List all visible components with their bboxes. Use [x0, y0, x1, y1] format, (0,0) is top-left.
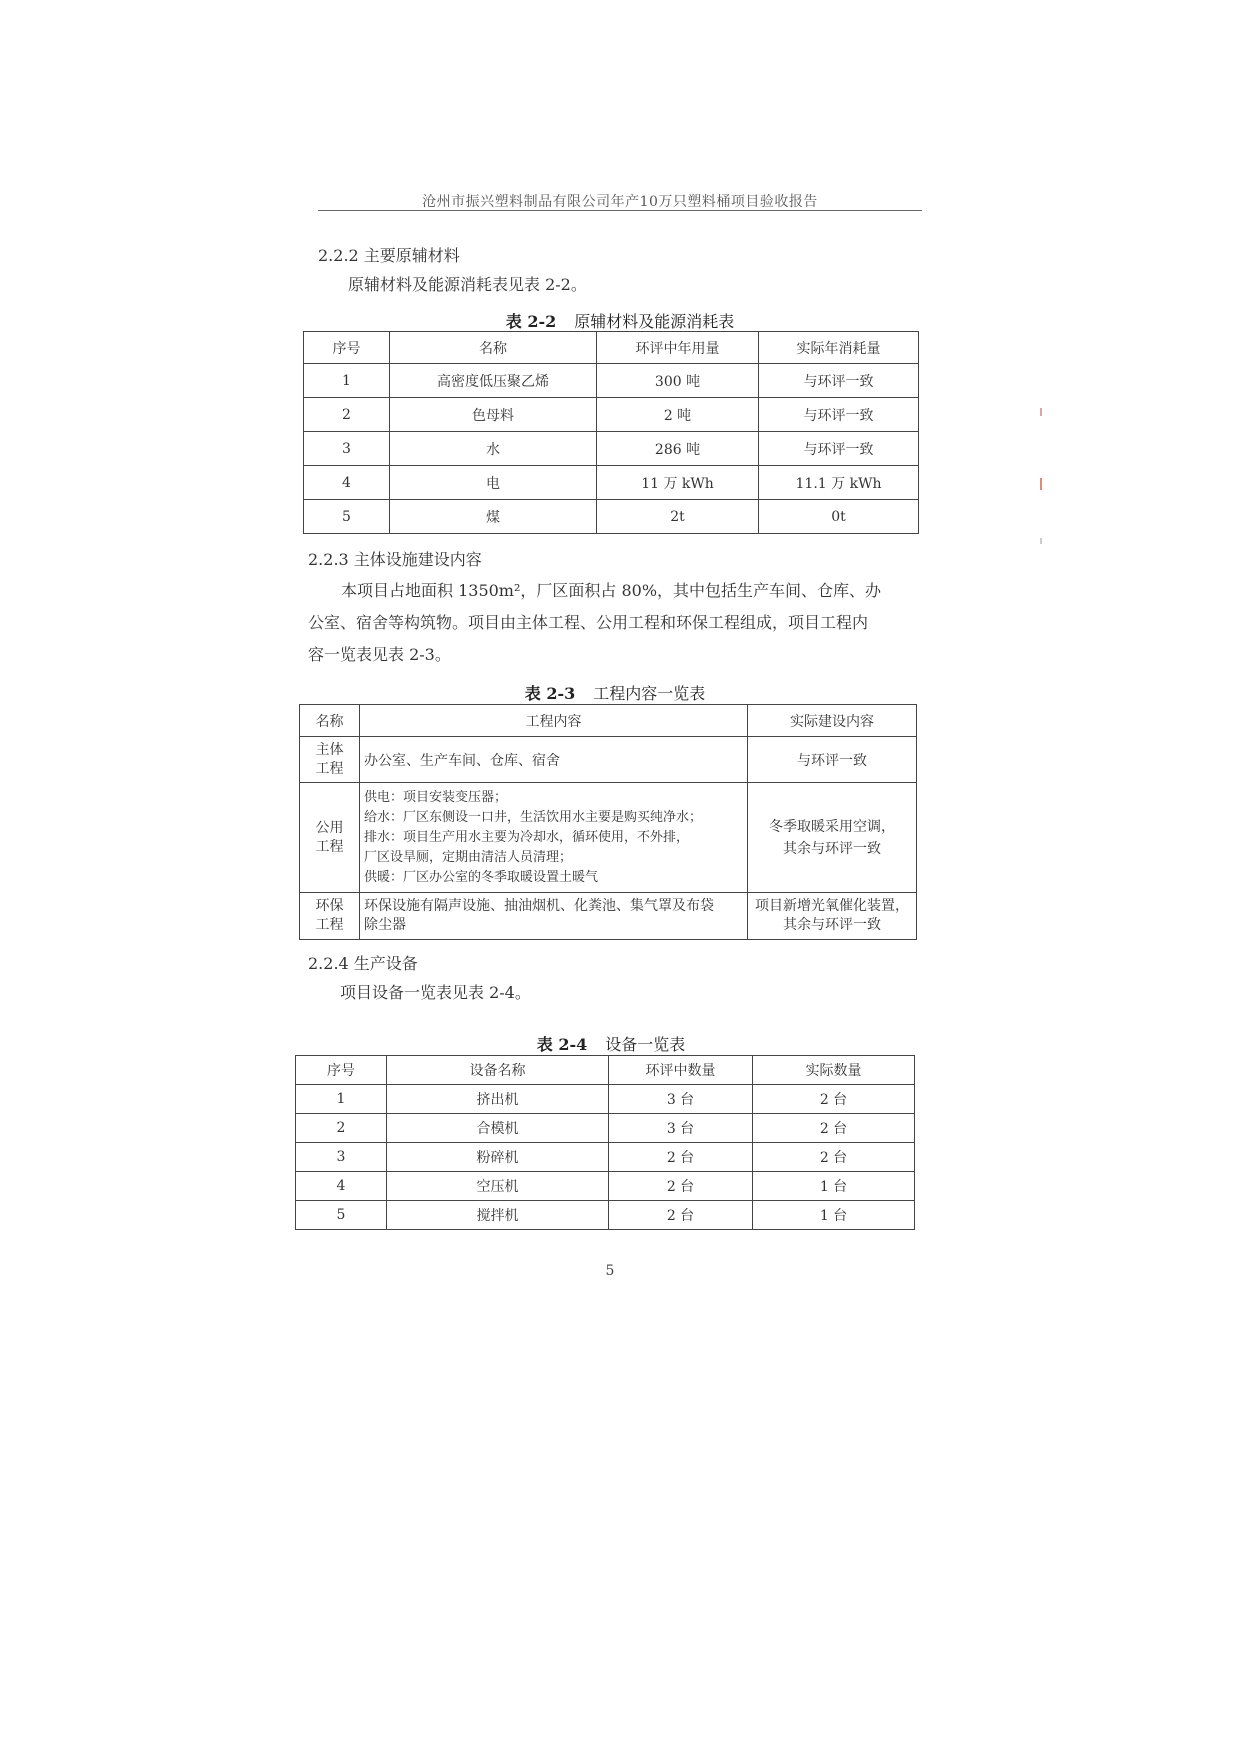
page-number: 5: [605, 1263, 615, 1279]
table-header-row: [304, 332, 919, 364]
caption-title: 原辅材料及能源消耗表: [574, 312, 735, 331]
paragraph-line: 容一览表见表 2-3。: [308, 645, 451, 664]
table-cell: 300 吨: [597, 364, 759, 398]
scan-artifact: [1040, 538, 1042, 544]
table-cell: [300, 783, 360, 893]
table-row: [296, 1114, 915, 1143]
table-cell: 2 台: [753, 1085, 915, 1114]
table-cell: 2 台: [609, 1201, 753, 1230]
table-cell: 3 台: [609, 1114, 753, 1143]
caption-number: 表 2-2: [505, 312, 557, 331]
table-cell: [300, 893, 360, 940]
col-header: 序号: [304, 332, 390, 364]
table-row: [300, 783, 917, 893]
table-cell: [360, 893, 748, 940]
table-row: [300, 893, 917, 940]
table-cell: 2 台: [753, 1114, 915, 1143]
table-cell: 与环评一致: [759, 432, 919, 466]
cell-line: 排水：项目生产用水主要为冷却水，循环使用，不外排，: [364, 829, 690, 845]
header-rule: [318, 210, 922, 211]
table-cell: 1: [304, 364, 390, 398]
table-row: [304, 364, 919, 398]
table-cell: 与环评一致: [748, 737, 917, 783]
table-header-row: [300, 705, 917, 737]
caption-number: 表 2-3: [524, 684, 576, 703]
cell-line: 给水：厂区东侧设一口井，生活饮用水主要是购买纯净水；: [364, 809, 703, 825]
table-cell: 2t: [597, 500, 759, 534]
table-row: [296, 1085, 915, 1114]
table-row: [304, 398, 919, 432]
section-heading-223: 2.2.3 主体设施建设内容: [308, 550, 482, 569]
col-header: 名称: [390, 332, 597, 364]
col-header: 实际年消耗量: [759, 332, 919, 364]
table-2-4-caption: [300, 1032, 922, 1055]
table-cell: 1 台: [753, 1172, 915, 1201]
table-row: [296, 1201, 915, 1230]
cell-line: 项目新增光氧催化装置，: [755, 898, 909, 914]
col-header: 实际数量: [753, 1056, 915, 1085]
cell-line: 冬季取暖采用空调，: [769, 818, 895, 835]
col-header: 环评中数量: [609, 1056, 753, 1085]
table-row: [300, 737, 917, 783]
table-cell: 5: [296, 1201, 387, 1230]
caption-title: 工程内容一览表: [593, 684, 706, 703]
section-heading-224: 2.2.4 生产设备: [308, 954, 418, 973]
section-224-intro: 项目设备一览表见表 2-4。: [340, 983, 531, 1002]
running-header: 沧州市振兴塑料制品有限公司年产10万只塑料桶项目验收报告: [422, 194, 818, 210]
cell-line: 主体: [315, 741, 344, 758]
cell-line: 工程: [315, 917, 344, 933]
table-cell: 电: [390, 466, 597, 500]
cell-line: 供暖：厂区办公室的冬季取暖设置土暖气: [364, 869, 599, 885]
table-2-2-caption: [318, 309, 922, 332]
table-row: [304, 500, 919, 534]
table-cell: 11 万 kWh: [597, 466, 759, 500]
col-header: 名称: [300, 705, 360, 737]
table-cell: 2: [296, 1114, 387, 1143]
table-row: [296, 1143, 915, 1172]
table-cell: 色母料: [390, 398, 597, 432]
table-cell: [748, 893, 917, 940]
table-cell: 高密度低压聚乙烯: [390, 364, 597, 398]
table-cell: 286 吨: [597, 432, 759, 466]
cell-line: 厂区设旱厕，定期由清洁人员清理；: [364, 849, 573, 865]
col-header: 设备名称: [387, 1056, 609, 1085]
table-row: [304, 432, 919, 466]
cell-line: 工程: [315, 760, 344, 777]
table-2-3-caption: [308, 681, 922, 704]
table-row: [296, 1172, 915, 1201]
table-cell: 0t: [759, 500, 919, 534]
table-cell: 水: [390, 432, 597, 466]
table-cell: 与环评一致: [759, 364, 919, 398]
table-cell: 2: [304, 398, 390, 432]
table-cell: 搅拌机: [387, 1201, 609, 1230]
table-cell: 空压机: [387, 1172, 609, 1201]
table-cell: 1 台: [753, 1201, 915, 1230]
paragraph-line: 公室、宿舍等构筑物。项目由主体工程、公用工程和环保工程组成，项目工程内: [308, 613, 869, 632]
cell-line: 除尘器: [364, 917, 406, 933]
table-cell: [360, 737, 748, 783]
scan-artifact: [1040, 408, 1042, 416]
cell-line: 环保: [315, 898, 344, 914]
cell-line: 工程: [315, 838, 344, 855]
table-cell: 粉碎机: [387, 1143, 609, 1172]
col-header: 序号: [296, 1056, 387, 1085]
scan-artifact: [1040, 478, 1042, 490]
table-cell: 2 台: [609, 1143, 753, 1172]
table-cell: 3: [304, 432, 390, 466]
col-header: 工程内容: [360, 705, 748, 737]
cell-line: 公用: [315, 819, 344, 836]
col-header: 实际建设内容: [748, 705, 917, 737]
table-header-row: [296, 1056, 915, 1085]
table-row: [304, 466, 919, 500]
cell-line: 其余与环评一致: [783, 840, 881, 857]
table-cell: 4: [304, 466, 390, 500]
table-cell: 2 吨: [597, 398, 759, 432]
table-cell: 煤: [390, 500, 597, 534]
table-cell: [748, 783, 917, 893]
cell-line: 供电：项目安装变压器；: [364, 789, 508, 805]
col-header: 环评中年用量: [597, 332, 759, 364]
table-cell: 11.1 万 kWh: [759, 466, 919, 500]
table-cell: 1: [296, 1085, 387, 1114]
cell-line: 办公室、生产车间、仓库、宿舍: [364, 752, 560, 769]
paragraph-line: 本项目占地面积 1350m²，厂区面积占 80%，其中包括生产车间、仓库、办: [341, 581, 882, 600]
table-cell: [360, 783, 748, 893]
table-2-2: [303, 331, 919, 534]
table-cell: 3: [296, 1143, 387, 1172]
table-2-4: [295, 1055, 915, 1230]
table-cell: 合模机: [387, 1114, 609, 1143]
table-cell: 2 台: [609, 1172, 753, 1201]
caption-number: 表 2-4: [536, 1035, 588, 1054]
table-cell: 挤出机: [387, 1085, 609, 1114]
table-cell: 3 台: [609, 1085, 753, 1114]
caption-title: 设备一览表: [605, 1035, 686, 1054]
table-cell: 5: [304, 500, 390, 534]
table-2-3: [299, 704, 917, 940]
table-cell: 与环评一致: [759, 398, 919, 432]
cell-line: 环保设施有隔声设施、抽油烟机、化粪池、集气罩及布袋: [364, 898, 714, 914]
cell-line: 其余与环评一致: [783, 917, 881, 933]
table-cell: [300, 737, 360, 783]
section-223-paragraph: [308, 575, 881, 671]
table-cell: 4: [296, 1172, 387, 1201]
section-222-intro: 原辅材料及能源消耗表见表 2-2。: [348, 275, 587, 294]
section-heading-222: 2.2.2 主要原辅材料: [318, 246, 460, 265]
table-cell: 2 台: [753, 1143, 915, 1172]
